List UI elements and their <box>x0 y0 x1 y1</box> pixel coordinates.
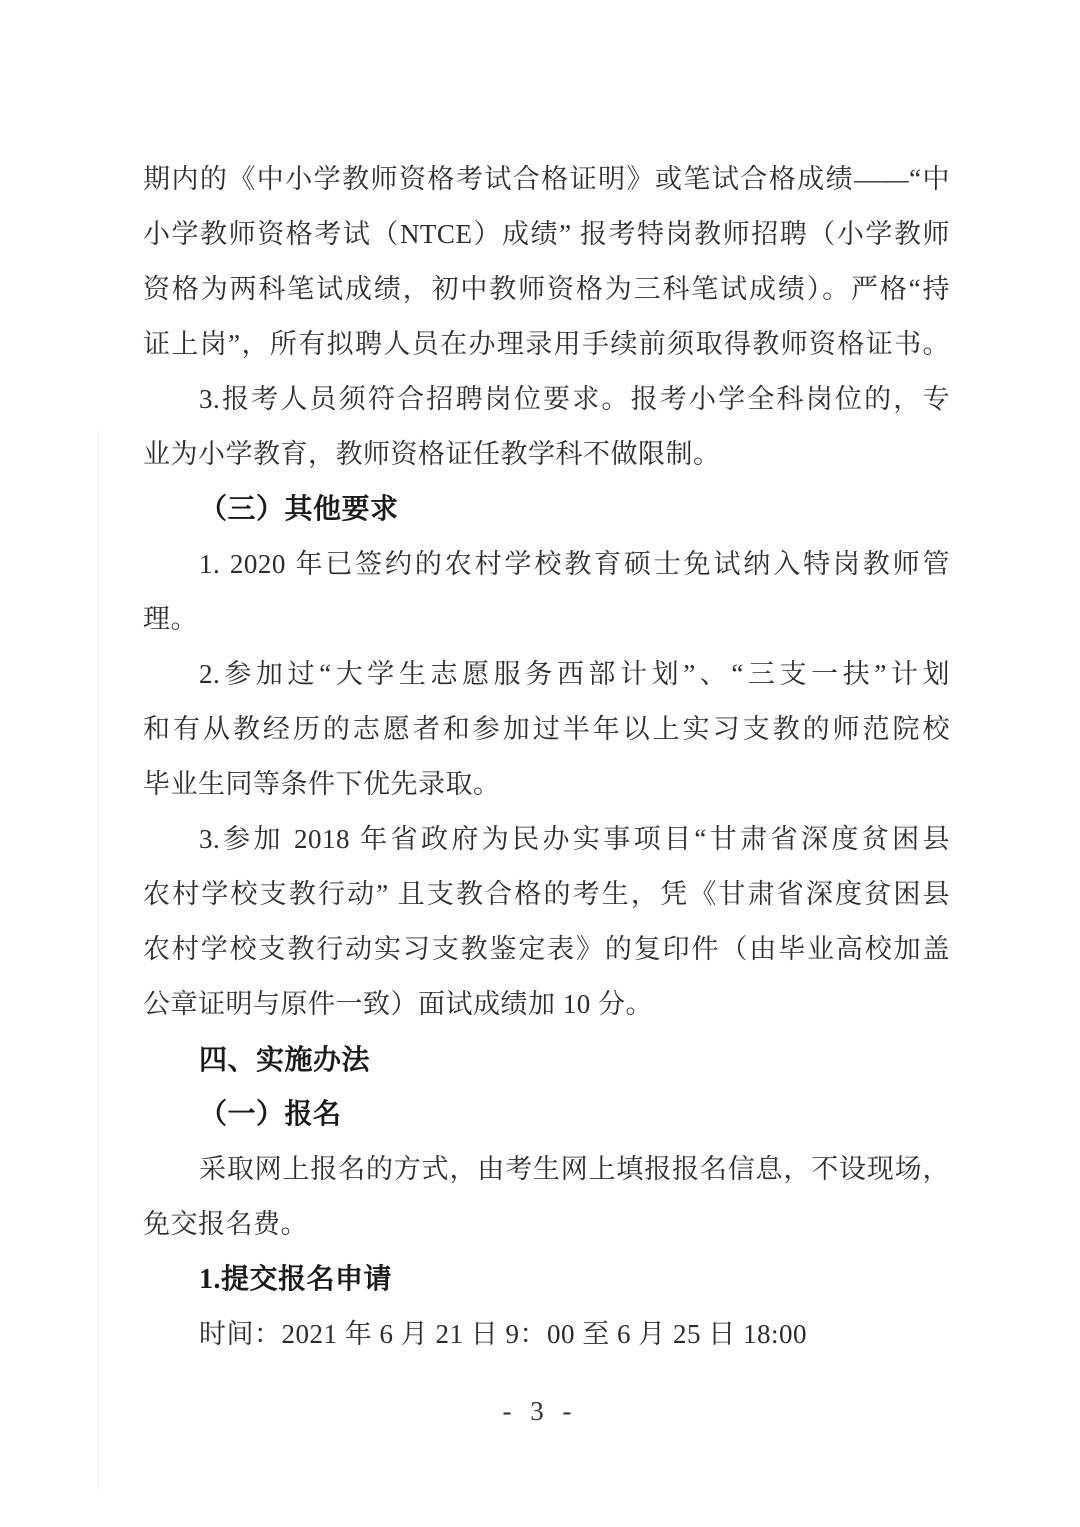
document-line: 证上岗”，所有拟聘人员在办理录用手续前须取得教师资格证书。 <box>143 329 950 359</box>
document-body <box>143 152 950 1362</box>
scan-edge-artifact <box>97 430 99 1490</box>
document-line: 3.参加 2018 年省政府为民办实事项目“甘肃省深度贫困县 <box>199 824 950 854</box>
document-line: 3.报考人员须符合招聘岗位要求。报考小学全科岗位的，专 <box>199 384 950 414</box>
document-line: 四、实施办法 <box>199 1044 371 1075</box>
page-number: - 3 - <box>502 1396 578 1426</box>
document-line: 理。 <box>143 604 198 634</box>
document-line: 时间：2021 年 6 月 21 日 9：00 至 6 月 25 日 18:00 <box>199 1319 808 1349</box>
document-line: 小学教师资格考试（NTCE）成绩” 报考特岗教师招聘（小学教师 <box>143 219 950 249</box>
document-line: 农村学校支教行动” 且支教合格的考生，凭《甘肃省深度贫困县 <box>143 879 950 909</box>
document-line: 业为小学教育，教师资格证任教学科不做限制。 <box>143 439 721 469</box>
document-line: 公章证明与原件一致）面试成绩加 10 分。 <box>143 989 653 1019</box>
document-line: 免交报名费。 <box>143 1209 308 1239</box>
document-line: 1.提交报名申请 <box>199 1264 393 1295</box>
document-line: 和有从教经历的志愿者和参加过半年以上实习支教的师范院校 <box>143 714 950 744</box>
document-line: 1. 2020 年已签约的农村学校教育硕士免试纳入特岗教师管 <box>199 549 950 579</box>
document-line: 采取网上报名的方式，由考生网上填报报名信息，不设现场， <box>199 1154 950 1184</box>
document-line: （三）其他要求 <box>199 494 399 525</box>
document-line: 毕业生同等条件下优先录取。 <box>143 769 501 799</box>
document-line: （一）报名 <box>199 1099 342 1130</box>
document-line: 期内的《中小学教师资格考试合格证明》或笔试合格成绩——“中 <box>143 164 950 194</box>
document-line: 资格为两科笔试成绩，初中教师资格为三科笔试成绩）。严格“持 <box>143 274 950 304</box>
document-line: 2.参加过“大学生志愿服务西部计划”、“三支一扶”计划 <box>199 659 950 689</box>
document-line: 农村学校支教行动实习支教鉴定表》的复印件（由毕业高校加盖 <box>143 934 950 964</box>
